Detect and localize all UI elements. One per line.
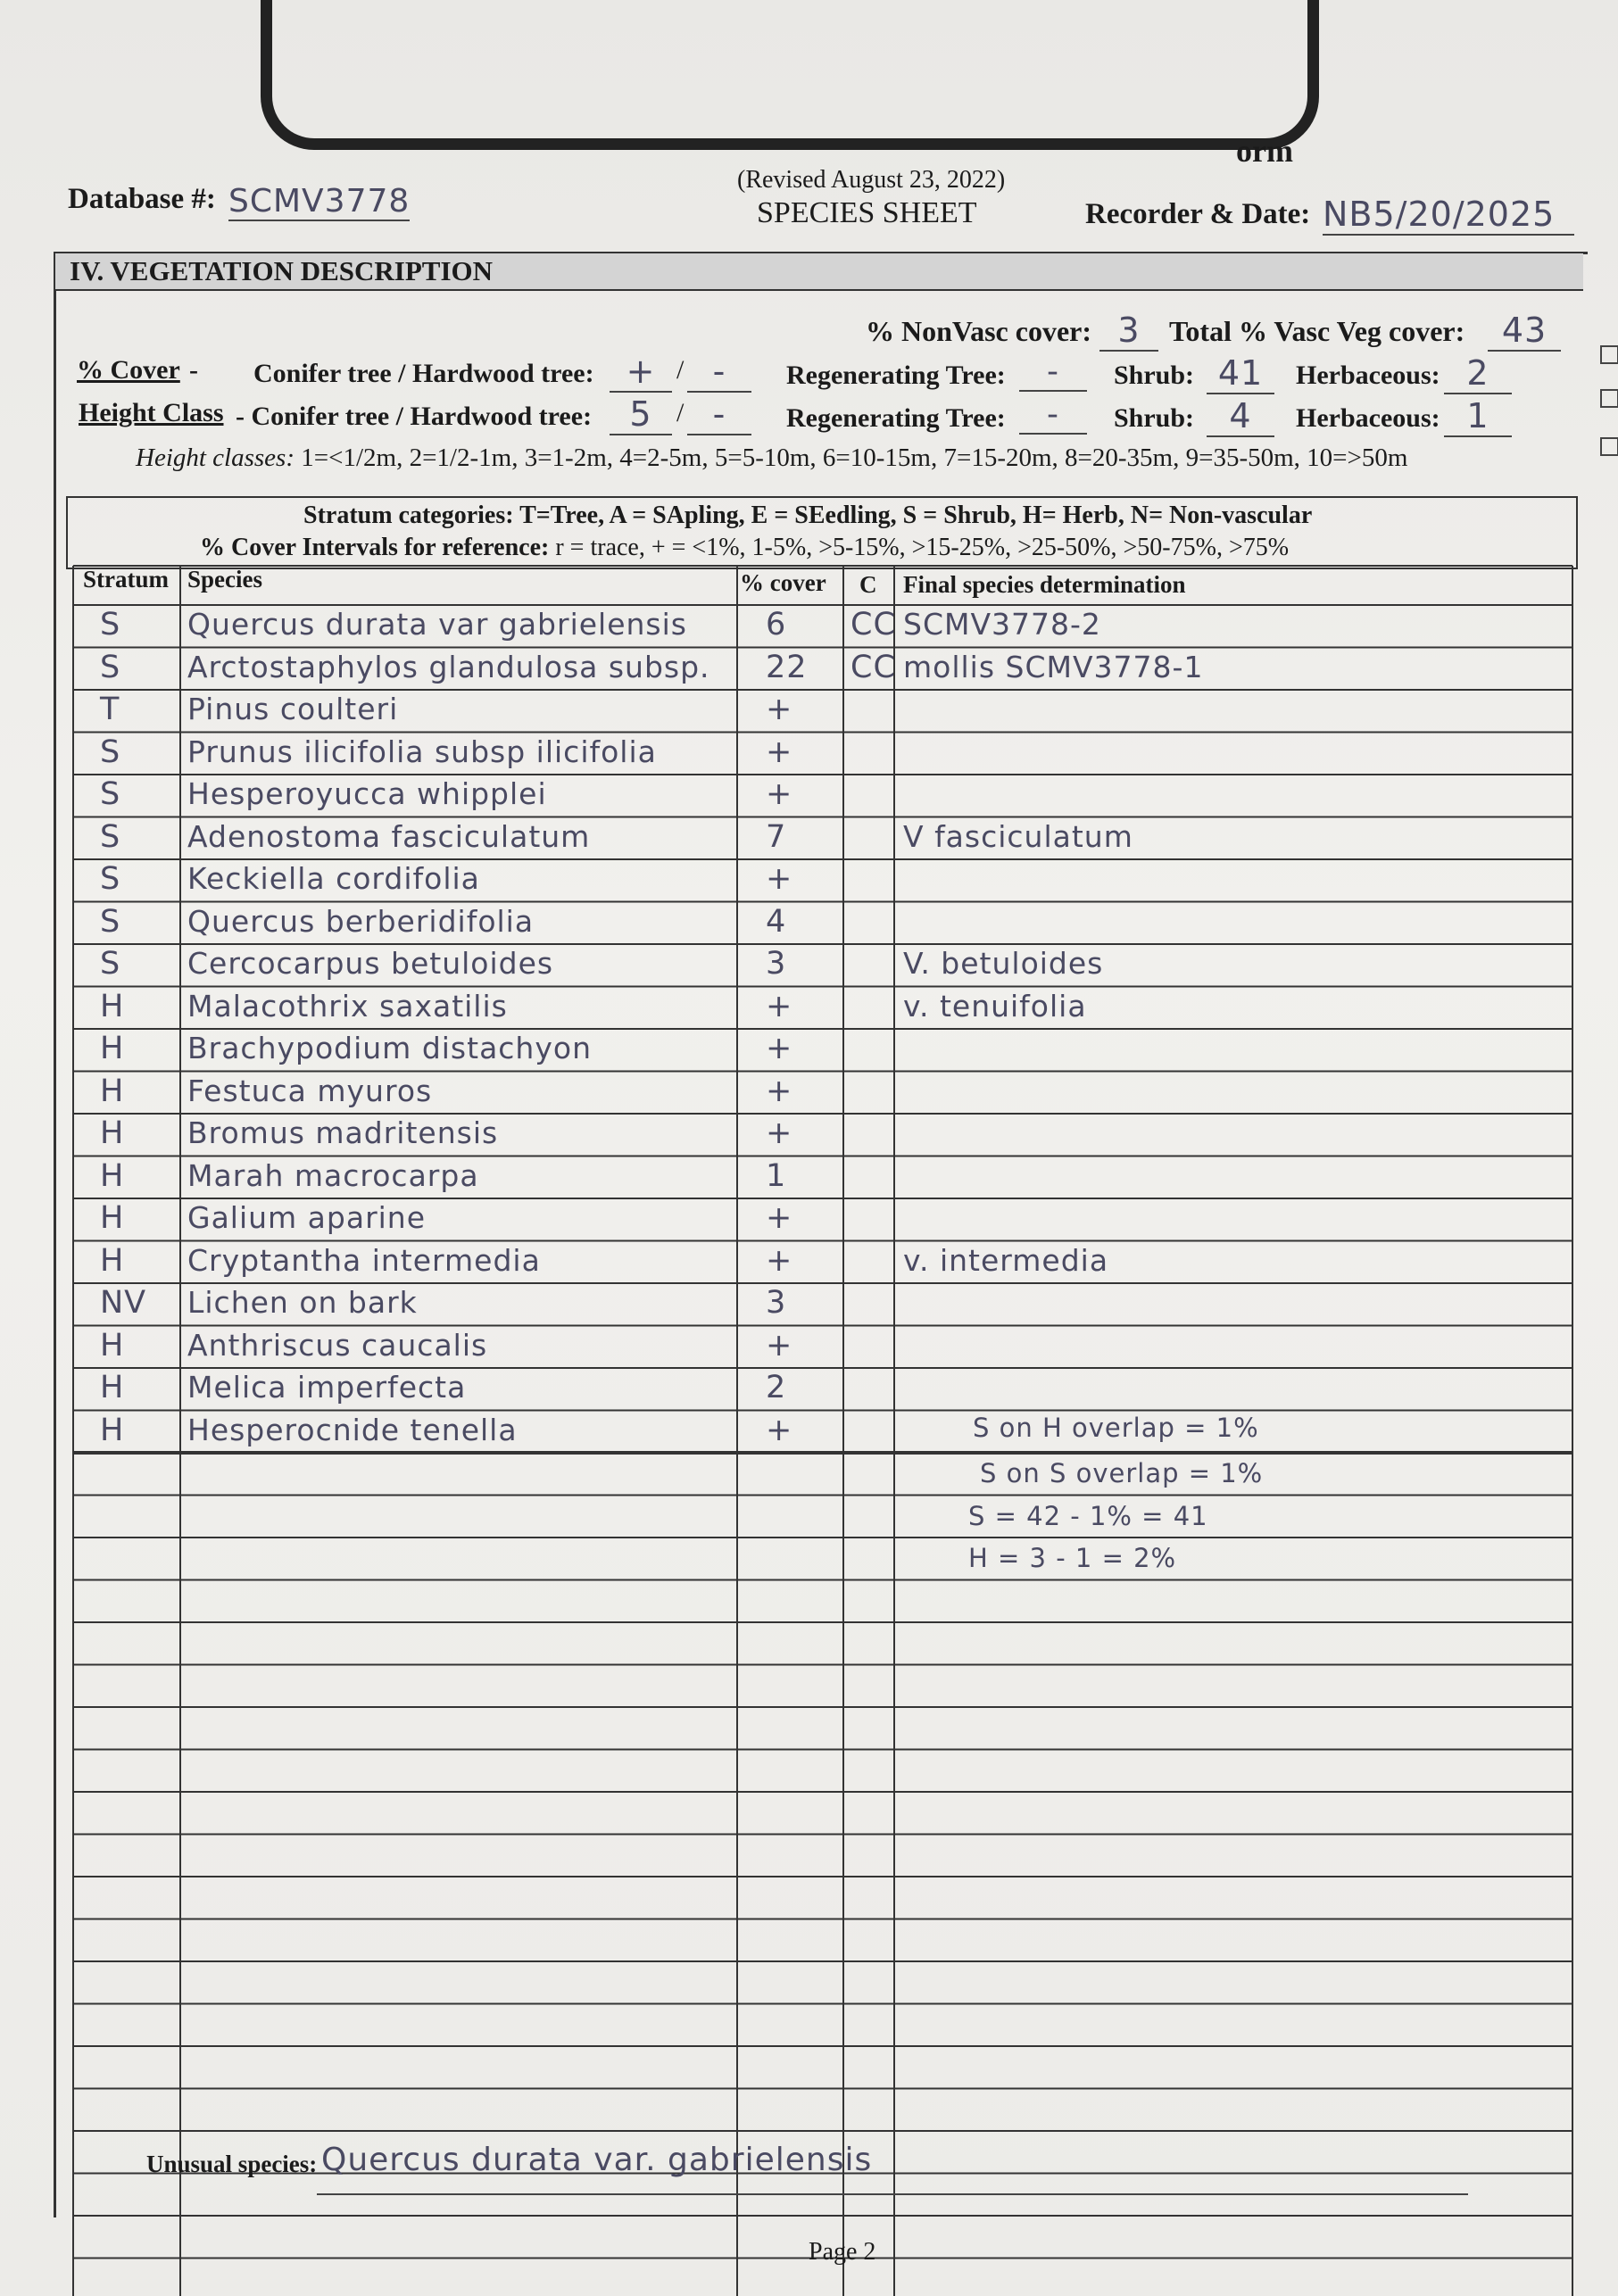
cell-species[interactable]: Keckiella cordifolia: [187, 861, 480, 896]
overlap-note: H = 3 - 1 = 2%: [968, 1543, 1177, 1573]
height-slash: /: [676, 398, 685, 427]
height-conifer-label: - Conifer tree / Hardwood tree:: [236, 402, 593, 431]
cover-shrub-label: Shrub:: [1114, 361, 1195, 390]
cell-stratum[interactable]: S: [100, 734, 121, 770]
cover-regen-value[interactable]: -: [1019, 353, 1087, 392]
cell-stratum[interactable]: H: [100, 988, 125, 1024]
nonvasc-cover-label: % NonVasc cover:: [866, 315, 1091, 347]
cell-cover[interactable]: 3: [766, 946, 787, 982]
cell-cover[interactable]: +: [766, 734, 793, 770]
cell-stratum[interactable]: H: [100, 1073, 125, 1109]
cell-stratum[interactable]: S: [100, 607, 121, 642]
section-title: IV. VEGETATION DESCRIPTION: [70, 255, 494, 286]
cover-conifer-value[interactable]: +: [610, 352, 672, 393]
cover-row-label: % Cover: [77, 355, 180, 385]
recorder-label: Recorder & Date:: [1085, 198, 1311, 230]
cell-species[interactable]: Quercus berberidifolia: [187, 903, 535, 939]
cell-cover[interactable]: 6: [766, 607, 787, 642]
database-value[interactable]: SCMV3778: [228, 183, 411, 220]
database-label: Database #:: [68, 183, 216, 215]
cell-stratum[interactable]: H: [100, 1370, 125, 1405]
cell-species[interactable]: Bromus madritensis: [187, 1115, 499, 1150]
cell-c[interactable]: CC: [850, 649, 896, 685]
cell-species[interactable]: Marah macrocarpa: [187, 1157, 479, 1193]
height-regen-value[interactable]: -: [1019, 396, 1087, 435]
cell-cover[interactable]: 4: [766, 903, 787, 940]
cell-species[interactable]: Prunus ilicifolia subsp ilicifolia: [187, 734, 657, 769]
sheet-title: SPECIES SHEET: [757, 196, 977, 229]
cell-species[interactable]: Arctostaphylos glandulosa subsp.: [187, 649, 710, 684]
cell-stratum[interactable]: S: [100, 861, 121, 897]
recorder-value[interactable]: NB5/20/2025: [1323, 195, 1574, 236]
cell-species[interactable]: Malacothrix saxatilis: [187, 988, 508, 1024]
cell-species[interactable]: Festuca myuros: [187, 1073, 433, 1108]
cell-species[interactable]: Lichen on bark: [187, 1285, 418, 1320]
cell-cover[interactable]: 22: [766, 649, 808, 685]
cell-species[interactable]: Anthriscus caucalis: [187, 1327, 488, 1363]
total-vasc-cover-label: Total % Vasc Veg cover:: [1169, 315, 1465, 347]
cell-cover[interactable]: +: [766, 988, 793, 1024]
cell-cover[interactable]: 3: [766, 1285, 787, 1321]
cell-stratum[interactable]: S: [100, 649, 121, 685]
cover-shrub-value[interactable]: 41: [1207, 353, 1274, 394]
col-header-cover: % cover: [740, 569, 826, 596]
height-shrub-value[interactable]: 4: [1207, 396, 1274, 437]
cover-intervals-label: % Cover Intervals for reference:: [200, 534, 550, 561]
cell-species[interactable]: Adenostoma fasciculatum: [187, 818, 591, 854]
height-hardwood-value[interactable]: -: [687, 394, 751, 435]
cell-cover[interactable]: 2: [766, 1370, 787, 1405]
height-shrub-label: Shrub:: [1114, 403, 1195, 433]
total-vasc-cover-value[interactable]: 43: [1488, 311, 1561, 352]
cell-cover[interactable]: +: [766, 1115, 793, 1151]
cell-species[interactable]: Cercocarpus betuloides: [187, 946, 554, 981]
height-herb-label: Herbaceous:: [1296, 403, 1440, 433]
cell-stratum[interactable]: NV: [100, 1285, 147, 1321]
cell-stratum[interactable]: H: [100, 1157, 125, 1194]
cell-species[interactable]: Hesperocnide tenella: [187, 1412, 518, 1447]
cell-species[interactable]: Melica imperfecta: [187, 1370, 467, 1405]
cell-stratum[interactable]: H: [100, 1200, 125, 1236]
nonvasc-cover-value[interactable]: 3: [1099, 311, 1158, 352]
cell-cover[interactable]: 1: [766, 1157, 787, 1194]
cell-cover[interactable]: +: [766, 692, 793, 727]
height-conifer-value[interactable]: 5: [610, 394, 672, 435]
cover-conifer-label: Conifer tree / Hardwood tree:: [253, 359, 594, 388]
height-row-label: Height Class: [79, 398, 224, 427]
cell-species[interactable]: Brachypodium distachyon: [187, 1031, 592, 1065]
cell-cover[interactable]: +: [766, 861, 793, 897]
cell-species[interactable]: Hesperoyucca whipplei: [187, 776, 547, 811]
cover-hardwood-value[interactable]: -: [687, 352, 751, 393]
cell-final[interactable]: SCMV3778-2: [903, 607, 1101, 642]
cell-cover[interactable]: +: [766, 1242, 793, 1279]
cell-species[interactable]: Pinus coulteri: [187, 692, 399, 726]
cell-stratum[interactable]: S: [100, 776, 121, 812]
cell-stratum[interactable]: H: [100, 1242, 125, 1279]
cell-cover[interactable]: +: [766, 1200, 793, 1236]
height-regen-label: Regenerating Tree:: [786, 403, 1006, 433]
cell-stratum[interactable]: H: [100, 1031, 125, 1066]
cell-cover[interactable]: +: [766, 776, 793, 812]
form-title-fragment: orm: [1236, 133, 1293, 169]
cell-stratum[interactable]: H: [100, 1327, 125, 1364]
cell-cover[interactable]: 7: [766, 818, 787, 855]
col-header-stratum: Stratum: [83, 566, 169, 593]
cell-species[interactable]: Quercus durata var gabrielensis: [187, 607, 687, 642]
cell-stratum[interactable]: S: [100, 818, 121, 855]
col-header-final: Final species determination: [903, 571, 1186, 598]
cover-slash: /: [676, 355, 685, 385]
cell-stratum[interactable]: H: [100, 1115, 125, 1151]
cell-final[interactable]: S on H overlap = 1%: [973, 1412, 1259, 1443]
cell-final[interactable]: v. tenuifolia: [903, 988, 1087, 1024]
cell-species[interactable]: Cryptantha intermedia: [187, 1242, 541, 1278]
cell-species[interactable]: Galium aparine: [187, 1200, 427, 1235]
unusual-species-value[interactable]: Quercus durata var. gabrielensis: [321, 2142, 873, 2178]
cell-cover[interactable]: +: [766, 1073, 793, 1109]
cover-row-dash: -: [189, 355, 198, 385]
cover-herb-value[interactable]: 2: [1444, 353, 1512, 394]
cell-stratum[interactable]: S: [100, 946, 121, 982]
cell-c[interactable]: CC: [850, 607, 896, 642]
cell-final[interactable]: V fasciculatum: [903, 818, 1133, 854]
cell-final[interactable]: mollis SCMV3778-1: [903, 649, 1204, 684]
cell-final[interactable]: v. intermedia: [903, 1242, 1109, 1278]
stratum-categories: Stratum categories: T=Tree, A = SApling, E = SEedling, S = Shrub, H= Herb, N= Non-vascular: [303, 501, 1313, 529]
height-classes-label: Height classes:: [136, 443, 295, 472]
overlap-note: S on S overlap = 1%: [980, 1458, 1264, 1488]
cell-cover[interactable]: +: [766, 1327, 793, 1364]
cell-final[interactable]: V. betuloides: [903, 946, 1104, 981]
unusual-species-label: Unusual species:: [146, 2151, 318, 2177]
page-number: Page 2: [809, 2238, 876, 2266]
cover-herb-label: Herbaceous:: [1296, 361, 1440, 390]
cell-stratum[interactable]: H: [100, 1412, 125, 1448]
cover-intervals-values: r = trace, + = <1%, 1-5%, >5-15%, >15-25%, >25-50%, >50-75%, >75%: [555, 534, 1290, 561]
height-classes-text: 1=<1/2m, 2=1/2-1m, 3=1-2m, 4=2-5m, 5=5-10m, 6=10-15m, 7=15-20m, 8=20-35m, 9=35-50m, 10=>50m: [301, 443, 1408, 472]
overlap-note: S = 42 - 1% = 41: [968, 1500, 1208, 1531]
col-header-c: C: [859, 571, 877, 598]
cell-stratum[interactable]: S: [100, 903, 121, 940]
cell-stratum[interactable]: T: [100, 692, 120, 727]
cell-cover[interactable]: +: [766, 1031, 793, 1066]
cell-cover[interactable]: +: [766, 1412, 793, 1448]
height-herb-value[interactable]: 1: [1444, 396, 1512, 437]
cover-regen-label: Regenerating Tree:: [786, 361, 1006, 390]
unusual-species-line: [317, 2193, 1468, 2195]
revised-date: (Revised August 23, 2022): [737, 166, 1006, 194]
col-header-species: Species: [187, 566, 262, 593]
